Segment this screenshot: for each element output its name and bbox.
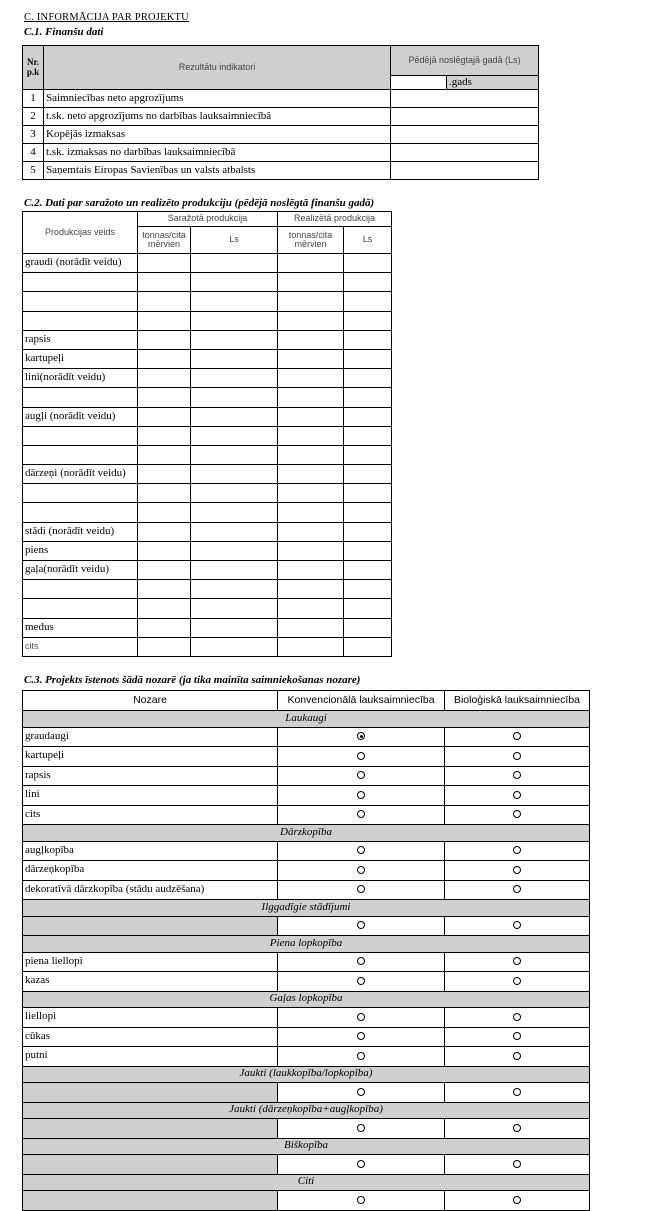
sector-group-label: Biškopība [23,1138,590,1155]
organic-radio-cell [445,1119,590,1139]
product-type-cell[interactable] [23,292,138,311]
sector-row [23,841,590,861]
produced-ls-input[interactable] [191,445,278,464]
sold-ls-input[interactable] [344,637,392,656]
organic-radio[interactable] [513,752,521,760]
organic-radio-cell [445,747,590,767]
conventional-radio[interactable] [357,1032,365,1040]
sector-rows [23,711,590,1211]
sector-group-label: Gaļas lopkopība [23,991,590,1008]
sector-label [23,916,278,936]
production-row [23,618,392,637]
produced-ls-input[interactable] [191,273,278,292]
sold-ls-input[interactable] [344,330,392,349]
financial-row [23,90,539,108]
produced-ls-input[interactable] [191,637,278,656]
organic-radio[interactable] [513,1088,521,1096]
sector-group-header [23,936,590,953]
sector-label: rapsis [23,766,278,786]
c2-title: C.2. Dati par saražoto un realizēto produkciju (pēdējā noslēgtā finanšu gadā) [24,197,375,209]
conventional-radio[interactable] [357,1124,365,1132]
organic-radio[interactable] [513,1032,521,1040]
sector-row [23,1008,590,1028]
organic-radio[interactable] [513,885,521,893]
organic-radio-cell [445,1191,590,1211]
col-produced-header: Saražotā produkcija [138,212,278,227]
amount-input[interactable] [391,162,539,180]
sector-group-label: Laukaugi [23,711,590,728]
sold-qty-input[interactable] [278,388,344,407]
col-indicators-header: Rezultātu indikatori [44,46,391,90]
organic-radio[interactable] [513,866,521,874]
organic-radio-cell [445,727,590,747]
col-sold-header: Realizētā produkcija [278,212,392,227]
produced-ls-input[interactable] [191,522,278,541]
production-row [23,254,392,273]
organic-radio-cell [445,972,590,992]
organic-radio[interactable] [513,732,521,740]
organic-radio[interactable] [513,1160,521,1168]
sector-row [23,747,590,767]
conventional-radio[interactable] [357,921,365,929]
conventional-radio-cell [278,786,445,806]
product-type-cell[interactable]: medus [23,618,138,637]
sector-row [23,1047,590,1067]
organic-radio[interactable] [513,977,521,985]
sector-row [23,727,590,747]
organic-radio-cell [445,805,590,825]
conventional-radio-cell [278,916,445,936]
product-type-cell[interactable] [23,388,138,407]
sold-ls-input[interactable] [344,522,392,541]
organic-radio-cell [445,1083,590,1103]
sector-label [23,1155,278,1175]
conventional-radio-cell [278,861,445,881]
produced-qty-input[interactable] [138,465,191,484]
production-row [23,311,392,330]
production-row [23,637,392,656]
sector-label: putni [23,1047,278,1067]
produced-qty-input[interactable] [138,522,191,541]
row-nr: 2 [23,108,44,126]
conventional-radio[interactable] [357,791,365,799]
organic-radio-cell [445,766,590,786]
conventional-radio[interactable] [357,752,365,760]
sector-row [23,880,590,900]
c3-title: C.3. Projekts īstenots šādā nozarē (ja tika mainīta saimniekošanas nozare) [24,674,361,686]
organic-radio[interactable] [513,1013,521,1021]
produced-qty-input[interactable] [138,637,191,656]
production-row [23,330,392,349]
product-type-cell[interactable]: cits [23,637,138,656]
product-type-cell[interactable] [23,484,138,503]
col-last-year-header: Pēdējā noslēgtajā gadā (Ls) [391,46,539,76]
organic-radio[interactable] [513,921,521,929]
production-row [23,484,392,503]
sold-units-header: tonnas/cita mērvien [278,227,344,254]
sector-group-header [23,1174,590,1191]
product-type-cell[interactable] [23,273,138,292]
row-nr: 4 [23,144,44,162]
sold-qty-input[interactable] [278,599,344,618]
conventional-radio-cell [278,1027,445,1047]
produced-qty-input[interactable] [138,541,191,560]
product-type-cell[interactable] [23,580,138,599]
sold-qty-input[interactable] [278,330,344,349]
indicator-label: t.sk. izmaksas no darbības lauksaimniecībā [44,144,391,162]
produced-ls-input[interactable] [191,369,278,388]
sold-qty-input[interactable] [278,541,344,560]
row-nr: 5 [23,162,44,180]
sold-ls-input[interactable] [344,254,392,273]
conventional-radio[interactable] [357,1013,365,1021]
conventional-radio[interactable] [357,1160,365,1168]
sold-qty-input[interactable] [278,349,344,368]
conventional-radio[interactable] [357,771,365,779]
sector-group-header [23,1138,590,1155]
sector-label: liellopi [23,1008,278,1028]
production-row [23,445,392,464]
conventional-radio[interactable] [357,810,365,818]
produced-qty-input[interactable] [138,484,191,503]
c1-title: C.1. Finanšu dati [24,26,104,38]
sector-group-header [23,825,590,842]
conventional-radio[interactable] [357,1088,365,1096]
sold-qty-input[interactable] [278,561,344,580]
production-row [23,273,392,292]
organic-radio-cell [445,916,590,936]
product-type-cell[interactable] [23,445,138,464]
amount-input[interactable] [391,126,539,144]
sector-label: cūkas [23,1027,278,1047]
produced-qty-input[interactable] [138,599,191,618]
row-nr: 3 [23,126,44,144]
sector-row [23,1155,590,1175]
production-row [23,580,392,599]
sector-row [23,1083,590,1103]
sold-qty-input[interactable] [278,369,344,388]
conventional-radio-cell [278,1155,445,1175]
sector-row [23,805,590,825]
sector-row [23,861,590,881]
sold-ls-input[interactable] [344,580,392,599]
organic-radio-cell [445,1027,590,1047]
sold-ls-input[interactable] [344,349,392,368]
sector-group-header [23,991,590,1008]
product-type-cell[interactable] [23,311,138,330]
conventional-radio-cell [278,1191,445,1211]
sold-qty-input[interactable] [278,426,344,445]
conventional-radio[interactable] [357,732,365,740]
product-type-cell[interactable] [23,599,138,618]
product-type-cell[interactable]: dārzeņi (norādīt veidu) [23,465,138,484]
year-input[interactable] [391,76,447,90]
produced-ls-input[interactable] [191,330,278,349]
produced-ls-input[interactable] [191,599,278,618]
sector-group-header [23,1102,590,1119]
sector-group-header [23,1066,590,1083]
organic-radio[interactable] [513,791,521,799]
conventional-radio-cell [278,1083,445,1103]
sold-ls-input[interactable] [344,311,392,330]
produced-ls-input[interactable] [191,541,278,560]
sector-group-header [23,900,590,917]
sector-row [23,952,590,972]
sector-group-label: Dārzkopība [23,825,590,842]
organic-radio-cell [445,841,590,861]
sold-ls-input[interactable] [344,407,392,426]
produced-units-header: tonnas/cita mērvien [138,227,191,254]
sector-label: dārzeņkopība [23,861,278,881]
product-type-cell[interactable] [23,426,138,445]
conventional-radio-cell [278,841,445,861]
organic-radio[interactable] [513,1196,521,1204]
produced-ls-input[interactable] [191,426,278,445]
sold-ls-input[interactable] [344,369,392,388]
sector-row [23,766,590,786]
sector-label: kartupeļi [23,747,278,767]
sector-label: kazas [23,972,278,992]
product-type-cell[interactable] [23,503,138,522]
produced-qty-input[interactable] [138,311,191,330]
organic-radio-cell [445,952,590,972]
product-type-cell[interactable]: gaļa(norādīt veidu) [23,561,138,580]
conventional-radio[interactable] [357,866,365,874]
product-type-cell[interactable]: rapsis [23,330,138,349]
sold-qty-input[interactable] [278,580,344,599]
produced-qty-input[interactable] [138,503,191,522]
sold-qty-input[interactable] [278,311,344,330]
sector-row [23,972,590,992]
produced-ls-header: Ls [191,227,278,254]
sector-label: lini [23,786,278,806]
col-conventional-header: Konvencionālā lauksaimniecība [278,691,445,711]
production-rows [23,254,392,657]
conventional-radio-cell [278,805,445,825]
conventional-radio-cell [278,952,445,972]
produced-qty-input[interactable] [138,388,191,407]
product-type-cell[interactable]: stādi (norādīt veidu) [23,522,138,541]
sold-qty-input[interactable] [278,484,344,503]
indicator-label: Saņemtais Eiropas Savienības un valsts atbalsts [44,162,391,180]
sold-ls-input[interactable] [344,503,392,522]
organic-radio[interactable] [513,846,521,854]
financial-row [23,126,539,144]
sold-qty-input[interactable] [278,445,344,464]
produced-qty-input[interactable] [138,273,191,292]
produced-ls-input[interactable] [191,407,278,426]
product-type-cell[interactable]: lini(norādīt veidu) [23,369,138,388]
sector-label [23,1083,278,1103]
sold-qty-input[interactable] [278,618,344,637]
organic-radio-cell [445,1155,590,1175]
sold-qty-input[interactable] [278,503,344,522]
financial-row [23,108,539,126]
produced-qty-input[interactable] [138,580,191,599]
sold-qty-input[interactable] [278,637,344,656]
sector-row [23,916,590,936]
organic-radio[interactable] [513,771,521,779]
amount-input[interactable] [391,108,539,126]
organic-radio-cell [445,861,590,881]
sector-table [22,690,590,1211]
conventional-radio-cell [278,727,445,747]
sector-label: cits [23,805,278,825]
sector-group-label: Citi [23,1174,590,1191]
production-row [23,369,392,388]
sold-ls-header: Ls [344,227,392,254]
conventional-radio-cell [278,766,445,786]
sold-qty-input[interactable] [278,522,344,541]
sector-row [23,1191,590,1211]
production-row [23,522,392,541]
organic-radio[interactable] [513,1052,521,1060]
produced-ls-input[interactable] [191,580,278,599]
produced-qty-input[interactable] [138,618,191,637]
sold-qty-input[interactable] [278,273,344,292]
conventional-radio-cell [278,1008,445,1028]
produced-qty-input[interactable] [138,561,191,580]
production-row [23,561,392,580]
sold-ls-input[interactable] [344,484,392,503]
sold-ls-input[interactable] [344,445,392,464]
sector-label: dekoratīvā dārzkopība (stādu audzēšana) [23,880,278,900]
conventional-radio-cell [278,972,445,992]
produced-ls-input[interactable] [191,292,278,311]
product-type-cell[interactable]: augļi (norādīt veidu) [23,407,138,426]
sector-row [23,1027,590,1047]
sold-ls-input[interactable] [344,388,392,407]
indicator-label: Saimniecības neto apgrozījums [44,90,391,108]
conventional-radio[interactable] [357,885,365,893]
sold-ls-input[interactable] [344,292,392,311]
sector-group-label: Piena lopkopība [23,936,590,953]
production-row [23,503,392,522]
sold-qty-input[interactable] [278,292,344,311]
product-type-cell[interactable]: piens [23,541,138,560]
production-row [23,292,392,311]
sold-ls-input[interactable] [344,561,392,580]
conventional-radio[interactable] [357,1196,365,1204]
sector-label [23,1191,278,1211]
produced-ls-input[interactable] [191,503,278,522]
organic-radio-cell [445,786,590,806]
col-organic-header: Bioloģiskā lauksaimniecība [445,691,590,711]
produced-qty-input[interactable] [138,349,191,368]
produced-ls-input[interactable] [191,388,278,407]
financial-data-table [22,45,539,180]
produced-ls-input[interactable] [191,254,278,273]
sold-ls-input[interactable] [344,465,392,484]
production-row [23,541,392,560]
conventional-radio-cell [278,880,445,900]
sold-qty-input[interactable] [278,465,344,484]
conventional-radio[interactable] [357,846,365,854]
organic-radio[interactable] [513,1124,521,1132]
col-sector-header: Nozare [23,691,278,711]
conventional-radio-cell [278,1119,445,1139]
organic-radio-cell [445,1047,590,1067]
conventional-radio[interactable] [357,977,365,985]
indicator-label: t.sk. neto apgrozījums no darbības lauksaimniecībā [44,108,391,126]
production-row [23,599,392,618]
production-row [23,349,392,368]
conventional-radio-cell [278,747,445,767]
product-type-cell[interactable]: kartupeļi [23,349,138,368]
produced-qty-input[interactable] [138,330,191,349]
sector-label: graudaugi [23,727,278,747]
organic-radio[interactable] [513,957,521,965]
sold-qty-input[interactable] [278,254,344,273]
production-row [23,426,392,445]
sector-label: augļkopība [23,841,278,861]
produced-ls-input[interactable] [191,349,278,368]
production-table [22,211,392,657]
sold-qty-input[interactable] [278,407,344,426]
organic-radio[interactable] [513,810,521,818]
gads-label: .gads [447,76,539,90]
sold-ls-input[interactable] [344,618,392,637]
sector-row [23,1119,590,1139]
sector-label: piena liellopi [23,952,278,972]
sector-label [23,1119,278,1139]
sold-ls-input[interactable] [344,273,392,292]
col-nr-header: Nr. p.k [23,46,44,90]
produced-qty-input[interactable] [138,407,191,426]
sold-ls-input[interactable] [344,426,392,445]
product-type-cell[interactable]: graudi (norādīt veidu) [23,254,138,273]
amount-input[interactable] [391,144,539,162]
section-title: C. INFORMĀCIJA PAR PROJEKTU [24,12,189,23]
produced-ls-input[interactable] [191,465,278,484]
organic-radio-cell [445,880,590,900]
sold-ls-input[interactable] [344,541,392,560]
produced-qty-input[interactable] [138,292,191,311]
produced-ls-input[interactable] [191,561,278,580]
produced-ls-input[interactable] [191,311,278,330]
produced-qty-input[interactable] [138,254,191,273]
production-row [23,388,392,407]
production-row [23,407,392,426]
sector-group-label: Jaukti (dārzeņkopība+augļkopība) [23,1102,590,1119]
row-nr: 1 [23,90,44,108]
conventional-radio-cell [278,1047,445,1067]
financial-rows [23,90,539,180]
conventional-radio[interactable] [357,957,365,965]
sold-ls-input[interactable] [344,599,392,618]
sector-group-header [23,711,590,728]
col-product-type-header: Produkcijas veids [23,212,138,254]
indicator-label: Kopējās izmaksas [44,126,391,144]
produced-qty-input[interactable] [138,426,191,445]
amount-input[interactable] [391,90,539,108]
conventional-radio[interactable] [357,1052,365,1060]
sector-group-label: Ilggadīgie stādījumi [23,900,590,917]
sector-group-label: Jaukti (laukkopība/lopkopība) [23,1066,590,1083]
financial-row [23,144,539,162]
produced-ls-input[interactable] [191,618,278,637]
sector-row [23,786,590,806]
produced-ls-input[interactable] [191,484,278,503]
financial-row [23,162,539,180]
production-row [23,465,392,484]
organic-radio-cell [445,1008,590,1028]
produced-qty-input[interactable] [138,445,191,464]
produced-qty-input[interactable] [138,369,191,388]
